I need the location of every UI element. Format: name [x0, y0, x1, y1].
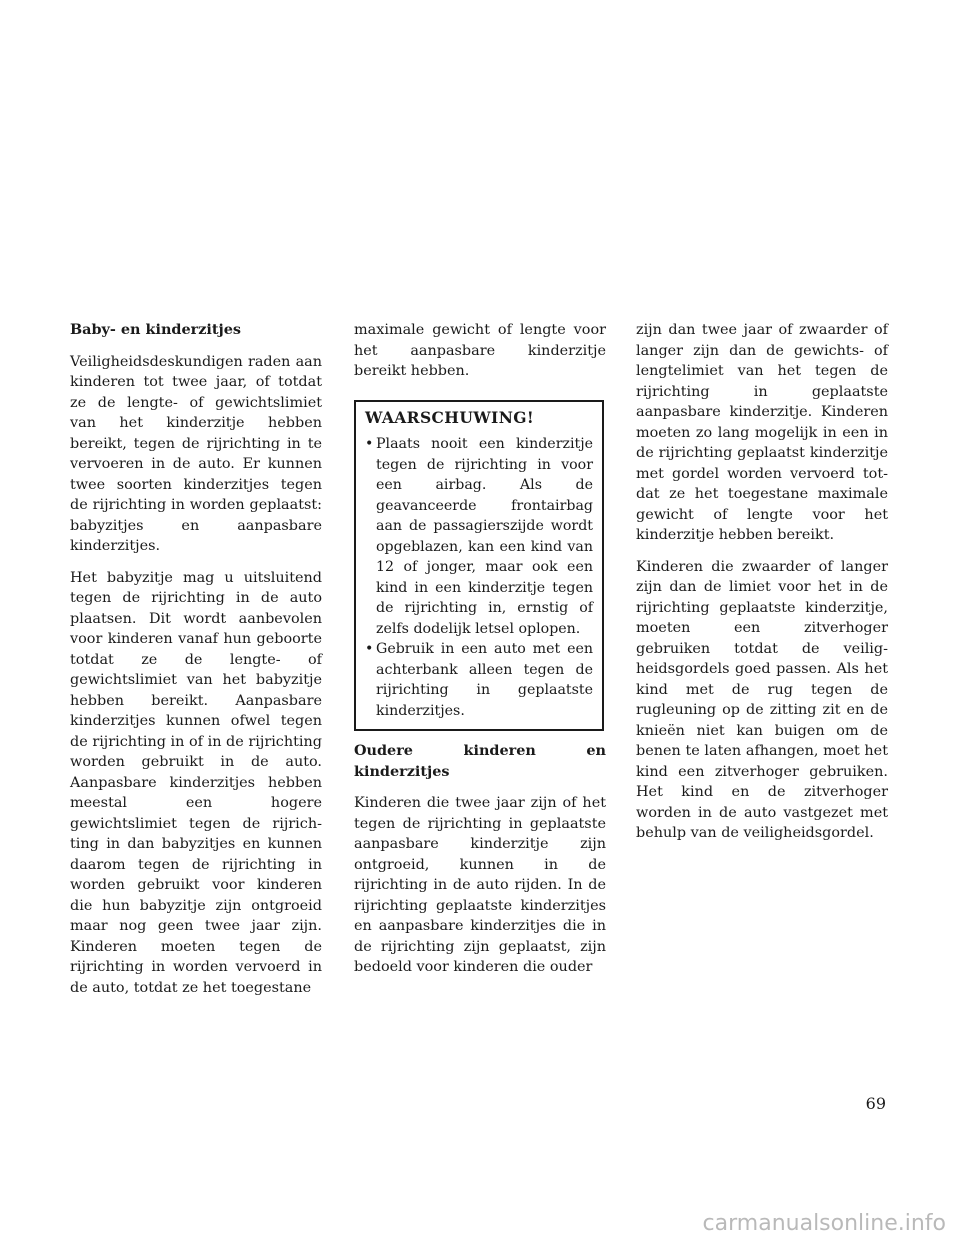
section-heading-baby-seats: Baby- en kinderzitjes — [70, 321, 241, 338]
warning-list — [365, 434, 593, 721]
column-3 — [636, 320, 888, 855]
warning-item: • Gebruik in een auto met een achterbank alleen tegen de rijrichting in geplaatste kinderzitjes. — [365, 639, 593, 721]
warning-title: WAARSCHUWING! — [365, 407, 535, 427]
section-heading-older-children: Oudere kinderen en kinderzitjes — [354, 742, 606, 780]
paragraph: Veiligheidsdeskundigen raden aan kinderen tot twee jaar, of totdat ze de lengte- of gewichtslimiet van het kinderzitje hebben bereikt, tegen de rijrichting in te vervoeren in de auto. Er kunnen twee soorten kinderzitjes tegen de rijrichting in worden geplaatst: babyzitjes en aanpasbare kinderzitjes. — [70, 353, 322, 554]
paragraph: Kinderen die twee jaar zijn of het tegen de rijrichting in geplaatste aanpasbare kinderzitje zijn ontgroeid, kunnen in de rijrichting in de auto rijden. In de rijrichting geplaatste kinderzitjes en aanpasbare kinderzitjes die in de rijrichting zijn geplaatst, zijn bedoeld voor kinderen die ouder — [354, 795, 606, 975]
paragraph: Het babyzitje mag u uitsluitend tegen de rijrichting in de auto plaatsen. Dit wordt aanbevolen voor kinderen vanaf hun geboorte totdat ze de lengte- of gewichtslimiet van het babyzitje hebben bereikt. Aanpasbare kinderzitjes kunnen ofwel tegen de rijrichting in of in de rijrichting worden gebruikt in de auto. Aanpasbare kinderzitjes hebben meestal een hogere gewichtslimiet tegen de rijrichting in dan babyzitjes en kunnen daarom tegen de rijrichting in worden gebruikt voor kinderen die hun babyzitje zijn ontgroeid maar nog geen twee jaar zijn. Kinderen moeten tegen de rijrichting in worden vervoerd in de auto, totdat ze het toegestane — [70, 569, 322, 996]
paragraph: maximale gewicht of lengte voor het aanpasbare kinderzitje bereikt hebben. — [354, 322, 606, 379]
paragraph: Kinderen die zwaarder of langer zijn dan de limiet voor het in de rijrichting geplaatste kinderzitje, moeten een zitverhoger gebruiken totdat de veiligheidsgordels goed passen. Als het kind met de rug tegen de rugleuning op de zitting zit en de knieën niet kan buigen om de benen te laten afhangen, moet het kind een zitverhoger gebruiken. Het kind en de zitverhoger worden in de auto vastgezet met behulp van de veiligheidsgordel. — [636, 558, 888, 841]
watermark: carmanualsonline.info — [702, 1211, 946, 1236]
warning-box — [354, 400, 604, 732]
warning-item: • Plaats nooit een kinderzitje tegen de rijrichting in voor een airbag. Als de geavanceerde frontairbag aan de passagierszijde wordt opgeblazen, kan een kind van 12 of jonger, maar ook een kind in een kinderzitje tegen de rijrichting in, ernstig of zelfs dodelijk letsel oplopen. — [365, 434, 593, 639]
paragraph: zijn dan twee jaar of zwaarder of langer zijn dan de gewichts- of lengtelimiet van het tegen de rijrichting in geplaatste aanpasbare kinderzitje. Kinderen moeten zo lang mogelijk in een in de rijrichting geplaatst kinderzitje met gordel worden vervoerd totdat ze het toegestane maximale gewicht of lengte voor het kinderzitje hebben bereikt. — [636, 322, 888, 543]
page-number: 69 — [865, 1094, 886, 1113]
column-2 — [354, 320, 606, 989]
column-1 — [70, 320, 322, 1009]
